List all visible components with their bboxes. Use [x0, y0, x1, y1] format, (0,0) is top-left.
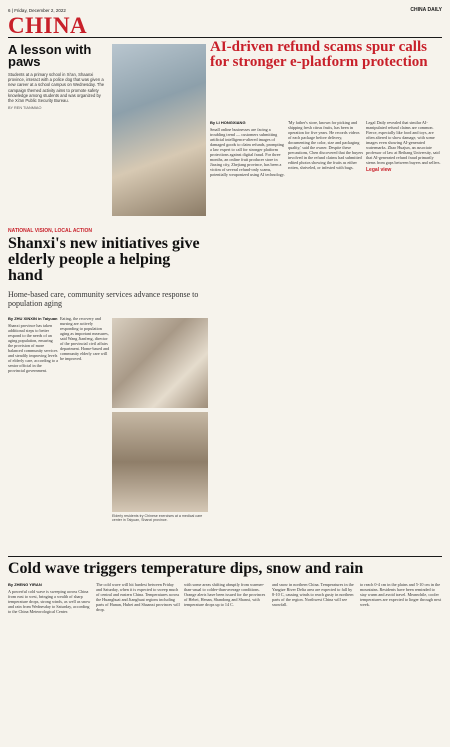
main-kicker: NATIONAL VISION, LOCAL ACTION: [8, 228, 92, 234]
cold-text-2: The cold wave will hit hardest between Friday and Saturday, when it is expected to sweep much of central and eastern China. Temperatures across the Huanghuai and Jianghuai regions including parts of Hunan, Hubei and Shaanxi provinces will drop.: [96, 582, 180, 612]
ai-article-header: [210, 40, 442, 70]
newspaper-name: CHINA DAILY: [410, 7, 442, 13]
section-title: CHINA: [8, 13, 88, 38]
ai-column-2: [288, 120, 364, 170]
ai-column-1: [210, 120, 286, 177]
main-text-1: Shanxi province has taken additional steps to better respond to the needs of an aging population, ensuring the provision of more balanced community services and steadily improving levels of elderly care, according to a senior official in the provincial government.: [8, 323, 58, 373]
ai-byline: By LI HONGXIANG: [210, 120, 246, 125]
page-date: Friday, December 2, 2022: [14, 7, 66, 13]
official-portrait-photo: [112, 318, 208, 408]
lesson-body: Students at a primary school in Xi'an, Shaanxi province, interact with a police dog that was given a new career at a school campus on Wednesday. The campaign themed activity aims to promote safety knowledge among students and was organized by the Xi'an Public Security Bureau.: [8, 72, 105, 104]
cold-column-1: [8, 582, 92, 614]
ai-text-3: Legal Daily revealed that similar AI-manipulated refund claims are common. Fierce, especially like food and toys, are often altered to show damage, with some images even showing AI-generated watermarks. Zhao Huajun, an associate professor of law at Beihang University, said that AI-generated refund fraud primarily stems from gaps between buyers and sellers.: [366, 120, 441, 165]
ai-subhead: Legal view: [366, 167, 392, 173]
cold-wave-headline: Cold wave triggers temperature dips, snow and rain: [8, 560, 364, 577]
ai-text-2: 'My father's store, known for picking and shipping fresh citrus fruits, has been in operation for five years. He records videos of each package before delivery, documenting the color, size and packaging quality,' said the owner. Despite these precautions, Chen discovered that the buyers involved in the refund claims had submitted edited photos showing the fruits as either rotten, shriveled, or infested with bugs.: [288, 120, 364, 170]
lesson-brief: [8, 44, 106, 216]
cold-text-3: with some areas shifting abruptly from warmer-than-usual to colder-than-average conditions. Orange alerts have been issued for the provinces of Hebei, Henan, Shandong and Shanxi, with temperature drops up to 14 C.: [184, 582, 266, 607]
cold-text-4: and snow in northern China. Temperatures in the Yangtze River Delta area are expected to fall by 8-10 C, causing winds to reach gusty in northern parts of the region. Northwest China will see snowfall.: [272, 582, 354, 607]
section-masthead: [8, 14, 442, 38]
lesson-title: A lesson with paws: [8, 42, 92, 69]
police-dog-photo: [112, 44, 206, 216]
cold-column-5: [360, 582, 442, 607]
lesson-byline: BY REN TIANMIAO: [8, 106, 42, 111]
cold-text-1: A powerful cold wave is sweeping across China from east to west, bringing a wealth of sharp temperature drops, strong winds, as well as snow and rain from Wednesday to Saturday, according to the China Meteorological Center.: [8, 589, 91, 614]
page-number: 6: [8, 7, 11, 13]
main-byline: By ZHU XINXIN in Taiyuan: [8, 316, 58, 321]
cold-column-4: [272, 582, 356, 607]
photo-caption: Elderly residents try Chinese exercises at a medical care center in Taiyuan, Shanxi province.: [112, 514, 203, 523]
ai-column-3: [366, 120, 442, 174]
cold-column-2: [96, 582, 180, 612]
ai-headline: AI-driven refund scams spur calls for stronger e-platform protection: [210, 39, 428, 70]
ai-text-1: Small online businesses are facing a troubling trend — customers submitting artificial intelligence-altered images of damaged goods to claim refunds, prompting a law expert to call for stronger platform protections against digital fraud. For three months, an online fruit producer store in Jiaxing city, Zhejiang province, has been a victim of several refund-only scams, potentially weaponized using AI technology.: [210, 127, 285, 177]
cold-byline: By ZHENG YIRAN: [8, 582, 42, 587]
elderly-residents-photo: [112, 412, 208, 512]
main-column-1: [8, 316, 58, 373]
main-headline: Shanxi's new initiatives give elderly people a helping hand: [8, 235, 200, 284]
page-info: 6 | Friday, December 2, 2022: [8, 7, 66, 13]
main-column-2: [60, 316, 110, 361]
main-text-2: Eating, the recovery and nursing are actively responding to population aging as important measures, said Wang Jianfeng, director of the provincial civil affairs department. Home-based and community elderly care will be improved.: [60, 316, 110, 361]
section-divider: [8, 556, 442, 557]
main-deck: Home-based care, community services advance response to population aging: [8, 290, 199, 308]
cold-column-3: [184, 582, 268, 607]
cold-text-5: to reach 0-4 cm in the plains and 5-10 cm in the mountains. Residents have been reminded to stay warm and avoid travel. Meanwhile, cooler temperatures are expected to linger through next week.: [360, 582, 442, 607]
